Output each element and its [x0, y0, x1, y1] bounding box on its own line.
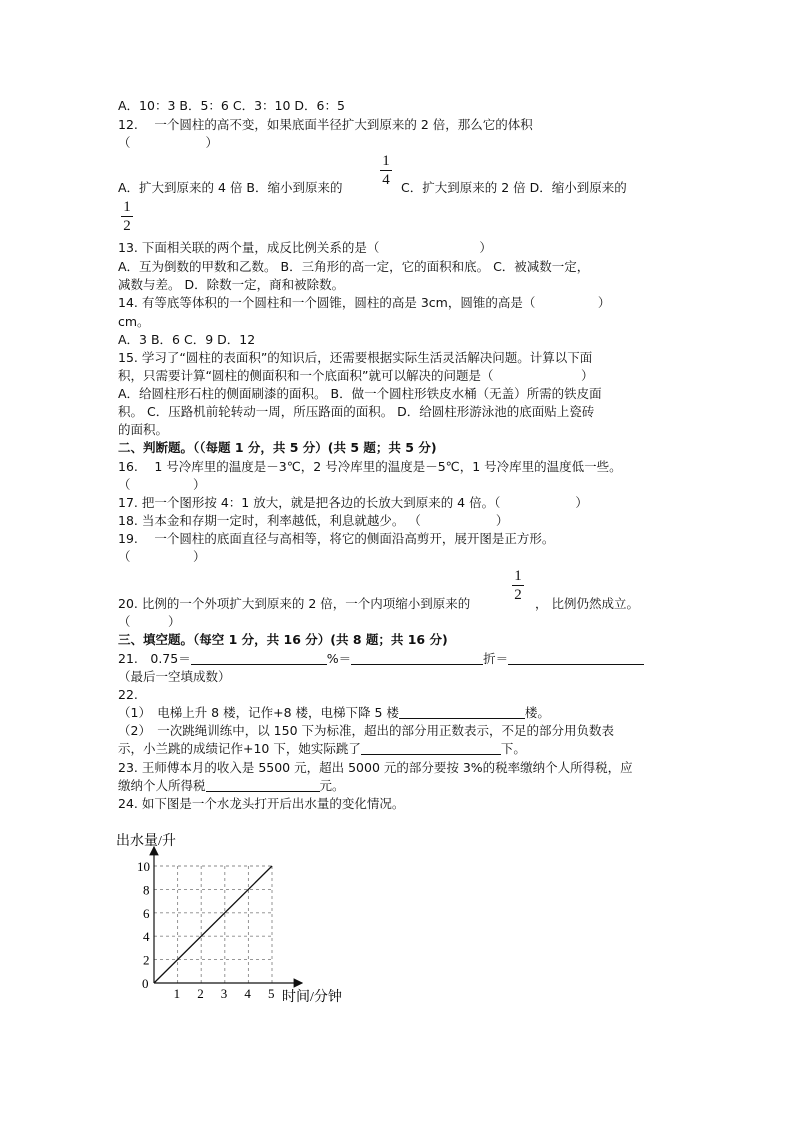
x-tick-label: 4 — [244, 986, 251, 1001]
q19-text: 19. 一个圆柱的底面直径与高相等，将它的侧面沿高剪开，展开图是正方形。 — [118, 531, 555, 546]
q20-fraction-half — [512, 568, 524, 603]
section2-heading: 二、判断题。（（每题 1 分，共 5 分）(共 5 题；共 5 分) — [118, 440, 437, 455]
q14-stem: 14. 有等底等体积的一个圆柱和一个圆锥，圆柱的高是 3cm，圆锥的高是（ ） — [118, 295, 611, 310]
y-tick-label: 2 — [143, 952, 150, 968]
q15-line4: 积。 C．压路机前轮转动一周，所压路面的面积。 D．给圆柱形游泳池的底面贴上瓷砖 — [118, 404, 595, 419]
q22-part1-text: （1） 电梯上升 8 楼，记作+8 楼，电梯下降 5 楼 — [118, 705, 399, 720]
q12-frac2-denominator: 2 — [123, 218, 131, 234]
q20-paren[interactable]: （ ） — [118, 614, 181, 629]
q16-text: 16. 1 号冷库里的温度是－3℃，2 号冷库里的温度是－5℃，1 号冷库里的温度低一些。 — [118, 459, 622, 474]
q21-blank-percent[interactable] — [191, 651, 327, 665]
q12-options-cd: C．扩大到原来的 2 倍 D．缩小到原来的 — [401, 180, 627, 195]
q12-fraction-quarter — [380, 153, 392, 188]
x-axis-label: 时间/分钟 — [282, 990, 342, 1005]
q23-blank[interactable] — [206, 778, 320, 792]
q21-note: （最后一空填成数） — [118, 669, 231, 684]
y-tick-label: 10 — [137, 859, 150, 874]
q12-frac1-denominator: 4 — [382, 172, 390, 188]
x-tick-label: 3 — [220, 986, 228, 1001]
q13-stem: 13. 下面相关联的两个量，成反比例关系的是（ ） — [118, 240, 492, 255]
q12-fraction-half — [121, 199, 133, 234]
q22-part2-unit: 下。 — [500, 741, 526, 756]
q22-part2-line2 — [118, 740, 526, 757]
q12-frac1-numerator: 1 — [382, 153, 390, 169]
y-axis-label: 出水量/升 — [116, 834, 176, 849]
y-tick-label: 6 — [143, 905, 150, 921]
q21-line — [118, 650, 644, 667]
x-tick-label: 1 — [173, 986, 181, 1001]
y-tick-label: 8 — [143, 882, 150, 898]
q20-frac-numerator: 1 — [514, 568, 522, 584]
q22-part2-line1: （2） 一次跳绳训练中，以 150 下为标准，超出的部分用正数表示，不足的部分用负数表 — [118, 723, 615, 738]
origin-label: 0 — [142, 976, 149, 991]
x-tick-label: 2 — [197, 986, 204, 1001]
q12-options-ab: A．扩大到原来的 4 倍 B．缩小到原来的 — [118, 180, 343, 195]
q23-line1: 23. 王师傅本月的收入是 5500 元，超出 5000 元的部分要按 3%的税率缴纳个人所得税，应 — [118, 760, 633, 775]
q23-text: 缴纳个人所得税 — [118, 778, 206, 793]
q20-text-b: ， 比例仍然成立。 — [535, 596, 639, 611]
q15-line3: A．给圆柱形石柱的侧面刷漆的面积。 B．做一个圆柱形铁皮水桶（无盖）所需的铁皮面 — [118, 386, 602, 401]
y-tick-label: 4 — [143, 929, 150, 945]
x-tick-label: 5 — [268, 986, 275, 1001]
q17-text: 17. 把一个图形按 4：1 放大，就是把各边的长放大到原来的 4 倍。（ ） — [118, 495, 588, 510]
q23-unit: 元。 — [319, 778, 345, 793]
q20-frac-denominator: 2 — [514, 587, 522, 603]
q13-options-line2: 减数与差。 D．除数一定，商和被除数。 — [118, 277, 345, 292]
q14-options: A．3 B．6 C．9 D．12 — [118, 332, 256, 347]
q16-paren[interactable]: （ ） — [118, 477, 206, 492]
q18-text: 18. 当本金和存期一定时，利率越低，利息就越少。 （ ） — [118, 513, 509, 528]
q22-part1-unit: 楼。 — [524, 705, 550, 720]
q12-stem: 12. 一个圆柱的高不变，如果底面半径扩大到原来的 2 倍，那么它的体积 — [118, 117, 533, 132]
section3-heading: 三、填空题。（每空 1 分，共 16 分）(共 8 题；共 16 分) — [118, 632, 448, 647]
water-flow-chart — [110, 825, 370, 1010]
q22-part2-text: 示，小兰跳的成绩记作+10 下，她实际跳了 — [118, 741, 361, 756]
q23-line2 — [118, 777, 345, 794]
q22-part2-blank[interactable] — [361, 741, 501, 755]
series-line — [154, 866, 272, 983]
q21-prefix: 21. 0.75＝ — [118, 651, 191, 666]
q22-number: 22. — [118, 687, 138, 702]
q14-unit: cm。 — [118, 314, 150, 329]
q21-mid2: 折＝ — [483, 651, 509, 666]
q12-frac2-numerator: 1 — [123, 199, 131, 215]
q19-paren[interactable]: （ ） — [118, 549, 206, 564]
q22-part1-blank[interactable] — [399, 705, 525, 719]
q24-text: 24. 如下图是一个水龙头打开后出水量的变化情况。 — [118, 796, 405, 811]
q20-text-a: 20. 比例的一个外项扩大到原来的 2 倍，一个内项缩小到原来的 — [118, 596, 471, 611]
q21-blank-discount[interactable] — [351, 651, 483, 665]
q21-blank-chengshu[interactable] — [508, 651, 644, 665]
q15-line5: 的面积。 — [118, 422, 169, 437]
q21-mid1: %＝ — [326, 651, 352, 666]
q11-options: A．10：3 B．5：6 C．3：10 D．6：5 — [118, 98, 345, 113]
q15-line2: 积，只需要计算“圆柱的侧面积和一个底面积”就可以解决的问题是（ ） — [118, 368, 594, 383]
q15-line1: 15. 学习了“圆柱的表面积”的知识后，还需要根据实际生活灵活解决问题。计算以下面 — [118, 350, 593, 365]
q12-paren[interactable]: （ ） — [118, 135, 219, 150]
q13-options-line1: A．互为倒数的甲数和乙数。 B．三角形的高一定，它的面积和底。 C．被减数一定， — [118, 259, 590, 274]
q22-part1 — [118, 704, 550, 721]
